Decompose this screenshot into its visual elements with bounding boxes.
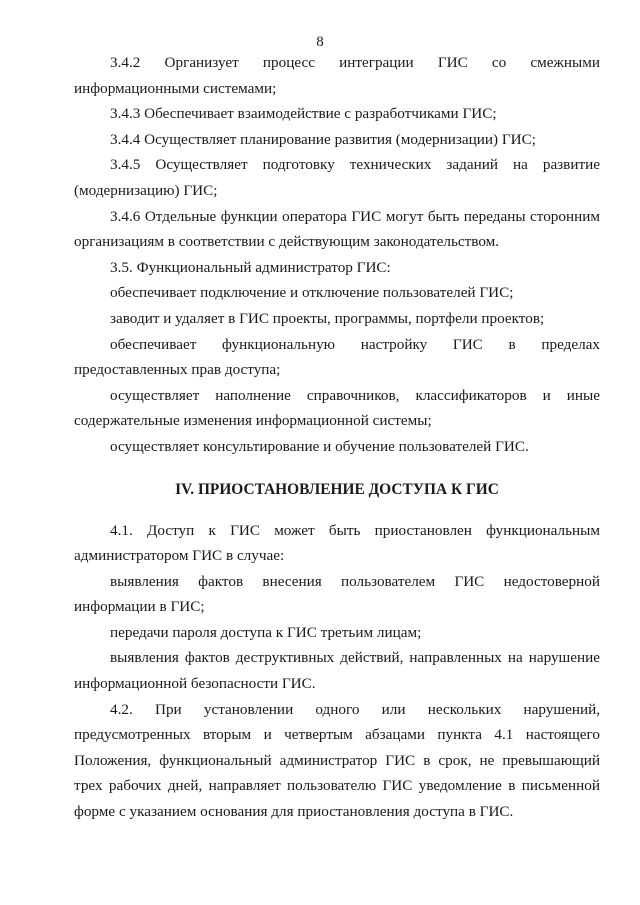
list-item: заводит и удаляет в ГИС проекты, программы, портфели проектов; xyxy=(110,309,545,327)
paragraph-3-4-3: 3.4.3 Обеспечивает взаимодействие с разработчиками ГИС; xyxy=(110,105,497,123)
list-item: выявления фактов внесения пользователем ГИС недостоверной информации в ГИС; xyxy=(74,572,600,616)
paragraph-3-4-4: 3.4.4 Осуществляет планирование развития (модернизации) ГИС; xyxy=(110,130,536,148)
list-item: передачи пароля доступа к ГИС третьим лицам; xyxy=(110,623,422,641)
list-item: осуществляет консультирование и обучение пользователей ГИС. xyxy=(110,437,529,455)
list-item: выявления фактов деструктивных действий, направленных на нарушение информационной безопасности ГИС. xyxy=(74,649,600,693)
list-item: обеспечивает функциональную настройку ГИС в пределах предоставленных прав доступа; xyxy=(74,335,600,379)
paragraph-3-5: 3.5. Функциональный администратор ГИС: xyxy=(110,258,391,276)
paragraph-3-4-2: 3.4.2 Организует процесс интеграции ГИС со смежными информационными системами; xyxy=(74,54,600,97)
page-number: 8 xyxy=(316,34,324,50)
document-body xyxy=(74,50,600,825)
paragraph-4-1: 4.1. Доступ к ГИС может быть приостановлен функциональным администратором ГИС в случае: xyxy=(74,521,600,565)
paragraph-3-4-5: 3.4.5 Осуществляет подготовку технических заданий на развитие (модернизацию) ГИС; xyxy=(74,156,600,199)
paragraph-3-4-6: 3.4.6 Отдельные функции оператора ГИС могут быть переданы сторонним организациям в соответствии с действующим законодательством. xyxy=(74,207,600,251)
list-item: обеспечивает подключение и отключение пользователей ГИС; xyxy=(110,284,514,302)
section-heading: IV. ПРИОСТАНОВЛЕНИЕ ДОСТУПА К ГИС xyxy=(175,480,499,498)
paragraph-4-2: 4.2. При установлении одного или нескольких нарушений, предусмотренных вторым и четвертым абзацами пункта 4.1 настоящего Положения, функциональный администратор ГИС в срок, не превышающий трех рабочих дней, направляет пользователю ГИС уведомление в письменной форме с указанием основания для приостановления доступа в ГИС. xyxy=(74,700,600,821)
list-item: осуществляет наполнение справочников, классификаторов и иные содержательные изменения информационной системы; xyxy=(74,386,600,430)
